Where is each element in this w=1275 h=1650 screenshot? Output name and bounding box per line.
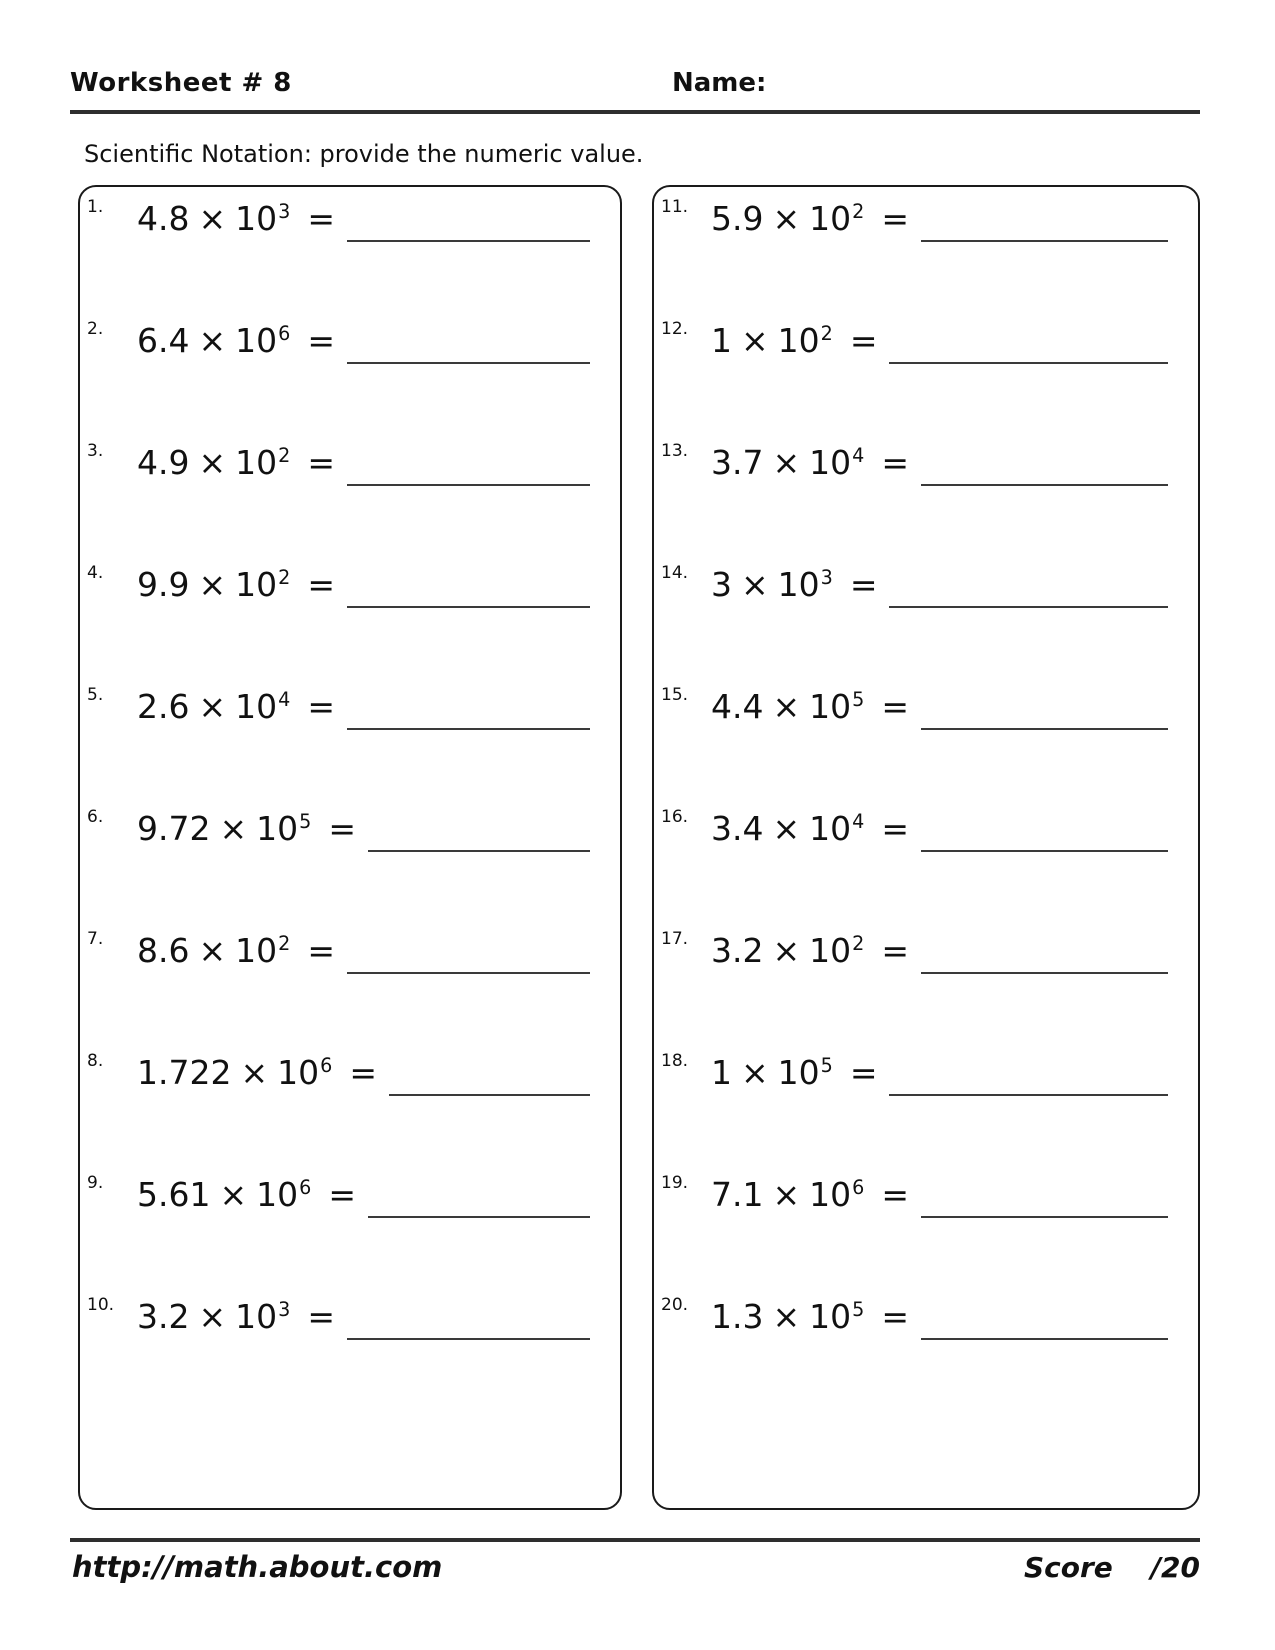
base-ten: 10 xyxy=(256,1175,299,1214)
base-ten: 10 xyxy=(256,809,299,848)
answer-blank[interactable] xyxy=(389,1050,590,1096)
coefficient: 1.722 xyxy=(137,1053,232,1092)
answer-blank[interactable] xyxy=(921,196,1168,242)
problem-row xyxy=(87,318,620,364)
problem-expression xyxy=(711,928,909,974)
coefficient: 9.72 xyxy=(137,809,211,848)
base-ten: 10 xyxy=(235,565,278,604)
problem-expression xyxy=(711,1172,909,1218)
problem-expression xyxy=(137,928,335,974)
problem-expression xyxy=(137,318,335,364)
base-ten: 10 xyxy=(809,443,852,482)
base-ten: 10 xyxy=(777,321,820,360)
problem-expression xyxy=(137,1050,377,1096)
problem-expression xyxy=(137,1172,356,1218)
problem-number: 15. xyxy=(661,685,689,705)
problem-number: 8. xyxy=(87,1051,104,1071)
base-ten: 10 xyxy=(809,1175,852,1214)
answer-blank[interactable] xyxy=(921,1172,1168,1218)
coefficient: 9.9 xyxy=(137,565,190,604)
multiply-sign: × xyxy=(741,321,769,360)
coefficient: 5.61 xyxy=(137,1175,211,1214)
exponent: 2 xyxy=(852,200,865,223)
problem-row xyxy=(87,1172,620,1218)
problem-expression xyxy=(711,318,877,364)
coefficient: 5.9 xyxy=(711,199,764,238)
problem-row xyxy=(661,806,1198,852)
equals-sign: = xyxy=(849,321,878,360)
answer-blank[interactable] xyxy=(368,806,590,852)
problem-row xyxy=(87,1050,620,1096)
coefficient: 3 xyxy=(711,565,732,604)
answer-blank[interactable] xyxy=(921,1294,1168,1340)
problem-row xyxy=(87,806,620,852)
base-ten: 10 xyxy=(809,687,852,726)
score-label: Score xyxy=(1023,1551,1113,1584)
exponent: 6 xyxy=(278,322,291,345)
base-ten: 10 xyxy=(777,1053,820,1092)
coefficient: 1.3 xyxy=(711,1297,764,1336)
equals-sign: = xyxy=(328,809,356,848)
footer-score xyxy=(1024,1551,1200,1584)
problem-number: 19. xyxy=(661,1173,689,1193)
multiply-sign: × xyxy=(741,1053,769,1092)
equals-sign: = xyxy=(307,321,335,360)
problem-row xyxy=(87,684,620,730)
base-ten: 10 xyxy=(235,443,278,482)
problem-number: 3. xyxy=(87,441,104,461)
equals-sign: = xyxy=(328,1175,356,1214)
problem-number: 10. xyxy=(87,1295,115,1315)
base-ten: 10 xyxy=(235,931,278,970)
coefficient: 4.9 xyxy=(137,443,190,482)
exponent: 3 xyxy=(820,566,833,589)
problem-expression xyxy=(711,1050,877,1096)
answer-blank[interactable] xyxy=(347,318,590,364)
answer-blank[interactable] xyxy=(889,562,1168,608)
problem-number: 4. xyxy=(87,563,104,583)
multiply-sign: × xyxy=(772,809,801,848)
base-ten: 10 xyxy=(809,931,852,970)
multiply-sign: × xyxy=(198,321,227,360)
multiply-sign: × xyxy=(772,1175,801,1214)
coefficient: 8.6 xyxy=(137,931,190,970)
answer-blank[interactable] xyxy=(921,684,1168,730)
problem-number: 11. xyxy=(661,197,689,217)
exponent: 3 xyxy=(278,200,291,223)
base-ten: 10 xyxy=(235,687,278,726)
equals-sign: = xyxy=(849,1053,878,1092)
coefficient: 4.4 xyxy=(711,687,764,726)
exponent: 2 xyxy=(852,932,865,955)
problem-row xyxy=(661,318,1198,364)
problem-row xyxy=(661,440,1198,486)
problem-expression xyxy=(137,1294,335,1340)
equals-sign: = xyxy=(307,1297,335,1336)
answer-blank[interactable] xyxy=(347,440,590,486)
problem-row xyxy=(87,562,620,608)
multiply-sign: × xyxy=(240,1053,269,1092)
header-rule xyxy=(70,110,1200,114)
multiply-sign: × xyxy=(198,443,227,482)
multiply-sign: × xyxy=(772,443,801,482)
problem-number: 16. xyxy=(661,807,689,827)
exponent: 5 xyxy=(852,1298,865,1321)
problems-box-right xyxy=(652,185,1200,1510)
multiply-sign: × xyxy=(741,565,769,604)
exponent: 4 xyxy=(278,688,291,711)
multiply-sign: × xyxy=(772,687,801,726)
problem-expression xyxy=(711,440,909,486)
exponent: 3 xyxy=(278,1298,291,1321)
problem-expression xyxy=(711,806,909,852)
problem-row xyxy=(661,928,1198,974)
problem-number: 14. xyxy=(661,563,689,583)
equals-sign: = xyxy=(881,687,909,726)
answer-blank[interactable] xyxy=(921,928,1168,974)
exponent: 2 xyxy=(278,566,291,589)
answer-blank[interactable] xyxy=(368,1172,590,1218)
base-ten: 10 xyxy=(235,199,278,238)
equals-sign: = xyxy=(881,443,909,482)
equals-sign: = xyxy=(881,931,909,970)
answer-blank[interactable] xyxy=(347,562,590,608)
base-ten: 10 xyxy=(809,199,852,238)
problem-expression xyxy=(711,196,909,242)
multiply-sign: × xyxy=(772,199,801,238)
problem-expression xyxy=(711,684,909,730)
problem-expression xyxy=(137,684,335,730)
coefficient: 7.1 xyxy=(711,1175,764,1214)
multiply-sign: × xyxy=(219,809,248,848)
problem-expression xyxy=(137,562,335,608)
answer-blank[interactable] xyxy=(921,806,1168,852)
problem-expression xyxy=(711,1294,909,1340)
problem-number: 20. xyxy=(661,1295,689,1315)
problem-expression xyxy=(711,562,877,608)
base-ten: 10 xyxy=(277,1053,320,1092)
exponent: 6 xyxy=(320,1054,333,1077)
exponent: 4 xyxy=(852,444,865,467)
equals-sign: = xyxy=(307,565,335,604)
page-title: Worksheet # 8 xyxy=(70,68,292,98)
equals-sign: = xyxy=(881,199,909,238)
multiply-sign: × xyxy=(219,1175,248,1214)
problem-number: 17. xyxy=(661,929,689,949)
multiply-sign: × xyxy=(198,565,227,604)
coefficient: 3.4 xyxy=(711,809,764,848)
problem-number: 12. xyxy=(661,319,689,339)
problem-row xyxy=(661,196,1198,242)
equals-sign: = xyxy=(881,1297,909,1336)
equals-sign: = xyxy=(881,1175,909,1214)
exponent: 4 xyxy=(852,810,865,833)
multiply-sign: × xyxy=(198,687,227,726)
problem-row xyxy=(661,562,1198,608)
coefficient: 2.6 xyxy=(137,687,190,726)
exponent: 6 xyxy=(852,1176,865,1199)
coefficient: 4.8 xyxy=(137,199,190,238)
exponent: 2 xyxy=(820,322,833,345)
equals-sign: = xyxy=(881,809,909,848)
problem-expression xyxy=(137,440,335,486)
equals-sign: = xyxy=(849,565,878,604)
problem-number: 6. xyxy=(87,807,104,827)
answer-blank[interactable] xyxy=(347,196,590,242)
coefficient: 1 xyxy=(711,1053,732,1092)
multiply-sign: × xyxy=(198,1297,227,1336)
problem-number: 13. xyxy=(661,441,689,461)
problem-number: 5. xyxy=(87,685,104,705)
coefficient: 6.4 xyxy=(137,321,190,360)
problem-row xyxy=(661,1172,1198,1218)
answer-blank[interactable] xyxy=(889,1050,1168,1096)
coefficient: 3.7 xyxy=(711,443,764,482)
problem-number: 18. xyxy=(661,1051,689,1071)
equals-sign: = xyxy=(307,443,335,482)
base-ten: 10 xyxy=(235,321,278,360)
problem-number: 7. xyxy=(87,929,104,949)
equals-sign: = xyxy=(307,199,335,238)
problem-row xyxy=(87,196,620,242)
answer-blank[interactable] xyxy=(921,440,1168,486)
problem-row xyxy=(661,684,1198,730)
score-value: /20 xyxy=(1150,1551,1200,1584)
problem-row xyxy=(661,1050,1198,1096)
multiply-sign: × xyxy=(772,1297,801,1336)
problem-expression xyxy=(137,806,356,852)
answer-blank[interactable] xyxy=(889,318,1168,364)
problem-row xyxy=(87,1294,620,1340)
answer-blank[interactable] xyxy=(347,684,590,730)
problems-box-left xyxy=(78,185,622,1510)
coefficient: 3.2 xyxy=(137,1297,190,1336)
multiply-sign: × xyxy=(772,931,801,970)
answer-blank[interactable] xyxy=(347,1294,590,1340)
equals-sign: = xyxy=(307,931,335,970)
base-ten: 10 xyxy=(235,1297,278,1336)
exponent: 5 xyxy=(820,1054,833,1077)
problem-row xyxy=(87,928,620,974)
problem-number: 9. xyxy=(87,1173,104,1193)
problem-expression xyxy=(137,196,335,242)
instructions-text: Scientific Notation: provide the numeric value. xyxy=(84,140,644,168)
problem-number: 1. xyxy=(87,197,104,217)
footer-url: http://math.about.com xyxy=(72,1550,443,1584)
multiply-sign: × xyxy=(198,199,227,238)
problem-row xyxy=(661,1294,1198,1340)
base-ten: 10 xyxy=(809,809,852,848)
problem-row xyxy=(87,440,620,486)
multiply-sign: × xyxy=(198,931,227,970)
equals-sign: = xyxy=(307,687,335,726)
exponent: 5 xyxy=(852,688,865,711)
footer-rule xyxy=(70,1538,1200,1542)
name-label: Name: xyxy=(672,68,767,98)
answer-blank[interactable] xyxy=(347,928,590,974)
base-ten: 10 xyxy=(809,1297,852,1336)
exponent: 5 xyxy=(299,810,312,833)
coefficient: 3.2 xyxy=(711,931,764,970)
exponent: 2 xyxy=(278,932,291,955)
equals-sign: = xyxy=(349,1053,377,1092)
base-ten: 10 xyxy=(777,565,820,604)
coefficient: 1 xyxy=(711,321,732,360)
exponent: 6 xyxy=(299,1176,312,1199)
problem-number: 2. xyxy=(87,319,104,339)
exponent: 2 xyxy=(278,444,291,467)
